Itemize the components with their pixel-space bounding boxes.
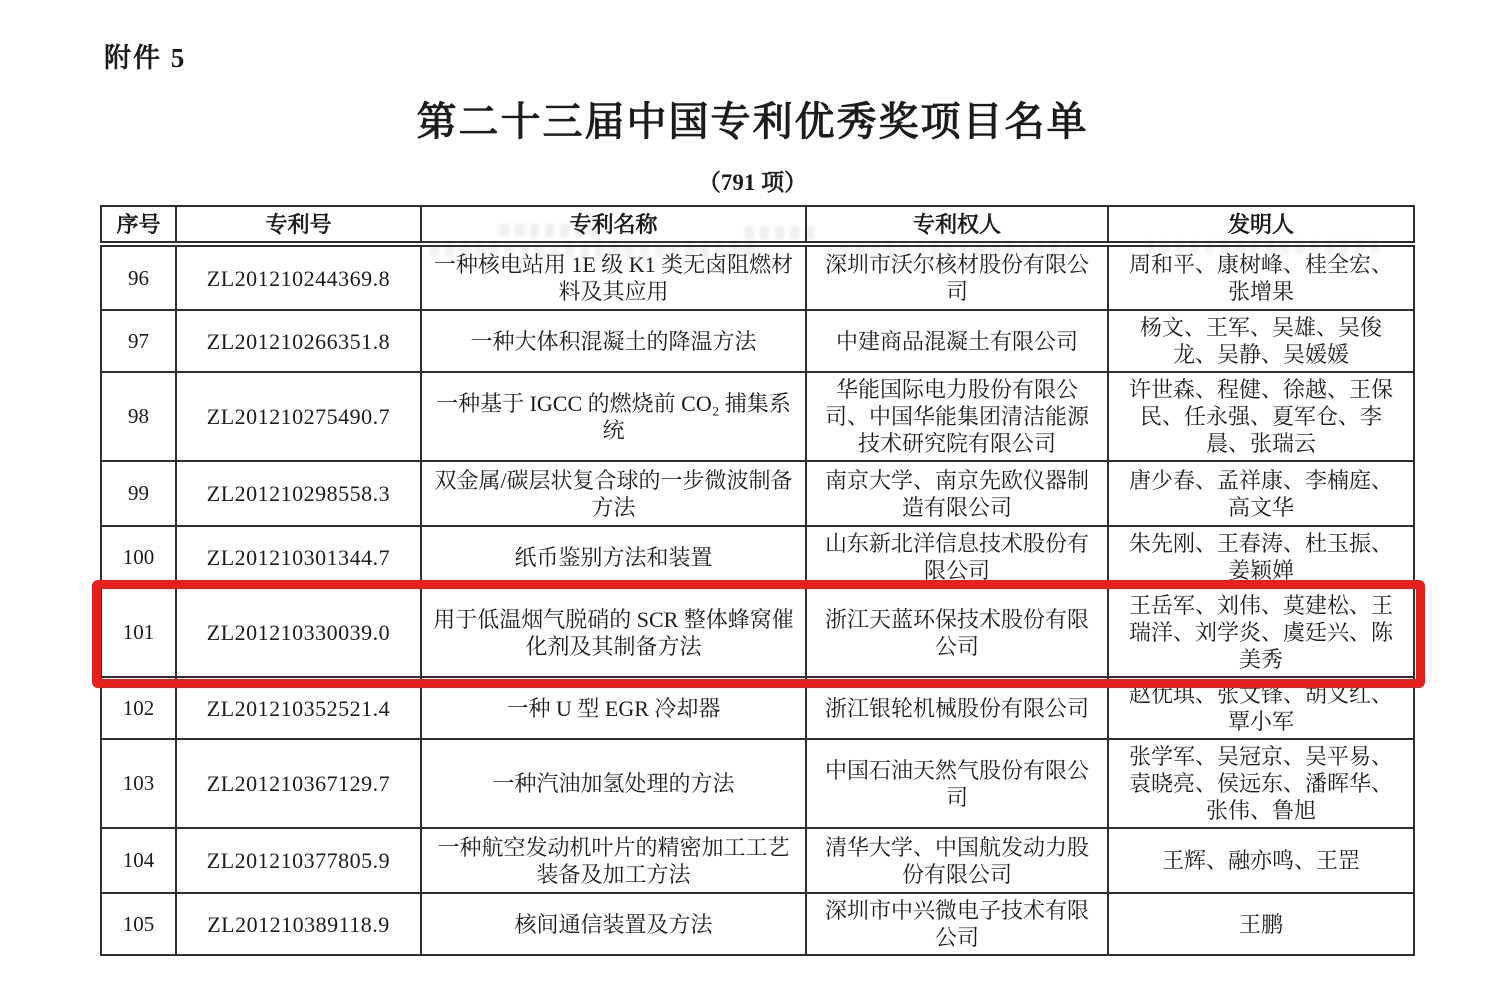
cell-index: 96: [101, 244, 176, 310]
cell-patent-name: 核间通信装置及方法: [421, 893, 806, 955]
cell-inventors: 张学军、吴冠京、吴平易、袁晓亮、侯远东、潘晖华、张伟、鲁旭: [1108, 739, 1414, 828]
cell-patent-name: 一种基于 IGCC 的燃烧前 CO₂ 捕集系统: [421, 372, 806, 461]
cell-index: 100: [101, 526, 176, 588]
col-header-inventors: 发明人: [1108, 206, 1414, 244]
patent-award-table: [100, 205, 1415, 956]
cell-patentee: 中建商品混凝土有限公司: [806, 310, 1108, 372]
table-row: [101, 461, 1414, 526]
page-title: 第二十三届中国专利优秀奖项目名单: [416, 99, 1089, 144]
col-header-patent-no: 专利号: [176, 206, 421, 244]
col-header-patentee: 专利权人: [806, 206, 1108, 244]
cell-index: 97: [101, 310, 176, 372]
cell-patentee: 华能国际电力股份有限公司、中国华能集团清洁能源技术研究院有限公司: [806, 372, 1108, 461]
cell-patentee: 深圳市中兴微电子技术有限公司: [806, 893, 1108, 955]
table-header-row: [101, 206, 1414, 244]
cell-index: 105: [101, 893, 176, 955]
table-row: [101, 893, 1414, 955]
cell-inventors: 王鹏: [1108, 893, 1414, 955]
cell-patent-no: ZL201210389118.9: [176, 893, 421, 955]
cell-patent-name: 纸币鉴别方法和装置: [421, 526, 806, 588]
cell-patent-no: ZL201210377805.9: [176, 828, 421, 893]
cell-patentee: 清华大学、中国航发动力股份有限公司: [806, 828, 1108, 893]
cell-patent-name: 一种核电站用 1E 级 K1 类无卤阻燃材料及其应用: [421, 244, 806, 310]
table-row: [101, 828, 1414, 893]
cell-patent-no: ZL201210275490.7: [176, 372, 421, 461]
item-count-subtitle: （791 项）: [697, 170, 808, 195]
cell-patent-no: ZL201210266351.8: [176, 310, 421, 372]
cell-patentee: 浙江天蓝环保技术股份有限公司: [806, 588, 1108, 677]
cell-patentee: 浙江银轮机械股份有限公司: [806, 677, 1108, 739]
table-row: [101, 526, 1414, 588]
cell-index: 102: [101, 677, 176, 739]
cell-index: 98: [101, 372, 176, 461]
table-row: [101, 739, 1414, 828]
cell-patent-no: ZL201210330039.0: [176, 588, 421, 677]
cell-inventors: 唐少春、孟祥康、李楠庭、高文华: [1108, 461, 1414, 526]
table-row: [101, 677, 1414, 739]
cell-patent-name: 一种大体积混凝土的降温方法: [421, 310, 806, 372]
cell-inventors: 许世森、程健、徐越、王保民、任永强、夏军仓、李晨、张瑞云: [1108, 372, 1414, 461]
cell-index: 99: [101, 461, 176, 526]
cell-inventors: 王岳军、刘伟、莫建松、王瑞洋、刘学炎、虞廷兴、陈美秀: [1108, 588, 1414, 677]
cell-inventors: 赵优琪、张文锋、胡义红、覃小军: [1108, 677, 1414, 739]
table-row-highlighted: [101, 588, 1414, 677]
table-row: [101, 310, 1414, 372]
attachment-label: 附件 5: [104, 43, 187, 73]
cell-patent-no: ZL201210367129.7: [176, 739, 421, 828]
cell-index: 103: [101, 739, 176, 828]
cell-inventors: 周和平、康树峰、桂全宏、张增果: [1108, 244, 1414, 310]
cell-patent-name: 一种航空发动机叶片的精密加工工艺装备及加工方法: [421, 828, 806, 893]
cell-inventors: 王辉、融亦鸣、王罡: [1108, 828, 1414, 893]
cell-patent-name: 用于低温烟气脱硝的 SCR 整体蜂窝催化剂及其制备方法: [421, 588, 806, 677]
cell-inventors: 朱先刚、王春涛、杜玉振、姜颖婵: [1108, 526, 1414, 588]
cell-patent-name: 一种汽油加氢处理的方法: [421, 739, 806, 828]
cell-patent-no: ZL201210301344.7: [176, 526, 421, 588]
cell-patent-name: 双金属/碳层状复合球的一步微波制备方法: [421, 461, 806, 526]
cell-patent-name: 一种 U 型 EGR 冷却器: [421, 677, 806, 739]
cell-index: 104: [101, 828, 176, 893]
cell-patentee: 中国石油天然气股份有限公司: [806, 739, 1108, 828]
col-header-index: 序号: [101, 206, 176, 244]
table-row: [101, 244, 1414, 310]
cell-patentee: 南京大学、南京先欧仪器制造有限公司: [806, 461, 1108, 526]
cell-patent-no: ZL201210298558.3: [176, 461, 421, 526]
table-row: [101, 372, 1414, 461]
cell-patentee: 山东新北洋信息技术股份有限公司: [806, 526, 1108, 588]
cell-patent-no: ZL201210352521.4: [176, 677, 421, 739]
cell-index: 101: [101, 588, 176, 677]
cell-patentee: 深圳市沃尔核材股份有限公司: [806, 244, 1108, 310]
cell-patent-no: ZL201210244369.8: [176, 244, 421, 310]
col-header-patent-name: 专利名称: [421, 206, 806, 244]
cell-inventors: 杨文、王军、吴雄、吴俊龙、吴静、吴媛媛: [1108, 310, 1414, 372]
